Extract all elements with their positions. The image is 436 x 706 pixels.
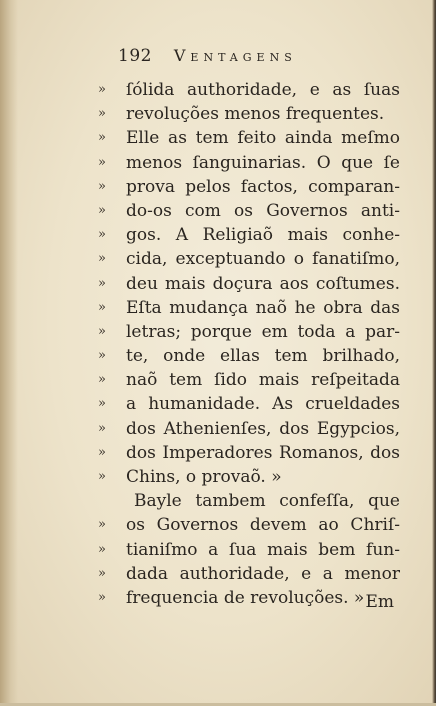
line-text: tianiſmo a ſua mais bem fun- xyxy=(126,539,400,560)
quote-mark: » xyxy=(98,275,106,291)
line-text: prova pelos factos, comparan- xyxy=(126,176,400,197)
line-text: a humanidade. As crueldades xyxy=(126,394,400,415)
text-line xyxy=(98,586,403,610)
text-line xyxy=(98,78,403,102)
line-text: frequencia de revoluções. » xyxy=(126,587,365,608)
page-number: 192 xyxy=(118,46,152,66)
quote-mark: » xyxy=(98,154,106,170)
line-text: te, onde ellas tem brilhado, xyxy=(126,346,400,367)
quote-mark: » xyxy=(98,517,106,533)
line-text: Eſta mudança naõ he obra das xyxy=(126,297,400,318)
text-line xyxy=(98,441,403,465)
text-line xyxy=(98,199,403,223)
quote-mark: » xyxy=(98,589,106,605)
quote-mark: » xyxy=(98,299,106,315)
line-text: dos Athenienſes, dos Egypcios, xyxy=(126,418,400,439)
text-line xyxy=(98,175,403,199)
line-text: naõ tem ſido mais reſpeitada xyxy=(126,370,400,391)
text-line xyxy=(98,223,403,247)
line-text: dada authoridade, e a menor xyxy=(126,563,400,584)
quote-mark: » xyxy=(98,420,106,436)
quote-mark: » xyxy=(98,348,106,364)
body-text xyxy=(98,78,403,610)
text-line xyxy=(98,320,403,344)
page-header xyxy=(118,46,297,66)
page-gutter-shadow xyxy=(0,0,18,706)
text-line xyxy=(98,296,403,320)
quote-mark: » xyxy=(98,396,106,412)
text-line xyxy=(98,465,403,489)
line-text: os Governos devem ao Chriſ- xyxy=(126,515,400,536)
text-line xyxy=(98,562,403,586)
text-line xyxy=(98,513,403,537)
text-line xyxy=(98,272,403,296)
line-text: ſólida authoridade, e as ſuas xyxy=(126,80,400,100)
line-text: Bayle tambem confeſſa, que xyxy=(134,491,400,512)
text-line xyxy=(98,126,403,150)
line-text: revoluções menos frequentes. xyxy=(126,104,385,125)
line-text: letras; porque em toda a par- xyxy=(126,321,400,342)
quote-mark: » xyxy=(98,251,106,267)
text-line xyxy=(98,344,403,368)
text-line xyxy=(98,417,403,441)
line-text: do-os com os Governos anti- xyxy=(126,200,400,221)
quote-mark: » xyxy=(98,323,106,339)
text-line xyxy=(98,247,403,271)
quote-mark: » xyxy=(98,202,106,218)
line-text: Chins, o provaõ. » xyxy=(126,467,282,487)
text-line xyxy=(98,368,403,392)
paragraph-start-line xyxy=(98,489,403,513)
line-text: dos Imperadores Romanos, dos xyxy=(126,442,400,463)
quote-mark: » xyxy=(98,178,106,194)
line-text: Elle as tem feito ainda meſmo xyxy=(126,128,400,149)
line-text: cida, exceptuando o fanatiſmo, xyxy=(126,249,400,270)
quote-mark: » xyxy=(98,227,106,243)
text-line xyxy=(98,538,403,562)
quote-mark: » xyxy=(98,82,106,97)
running-head: Ventagens xyxy=(173,46,297,65)
quote-mark: » xyxy=(98,372,106,388)
line-text: deu mais doçura aos coſtumes. xyxy=(126,273,400,294)
quote-mark: » xyxy=(98,541,106,557)
text-line xyxy=(98,392,403,416)
quote-mark: » xyxy=(98,565,106,581)
page-edge-shadow xyxy=(432,0,436,706)
line-text: menos ſanguinarias. O que ſe xyxy=(126,152,400,173)
quote-mark: » xyxy=(98,469,106,484)
catchword: Em xyxy=(365,592,394,612)
text-line xyxy=(98,102,403,126)
quote-mark: » xyxy=(98,130,106,146)
text-line xyxy=(98,151,403,175)
quote-mark: » xyxy=(98,444,106,460)
line-text: gos. A Religiaõ mais conhe- xyxy=(126,225,400,246)
quote-mark: » xyxy=(98,106,106,122)
